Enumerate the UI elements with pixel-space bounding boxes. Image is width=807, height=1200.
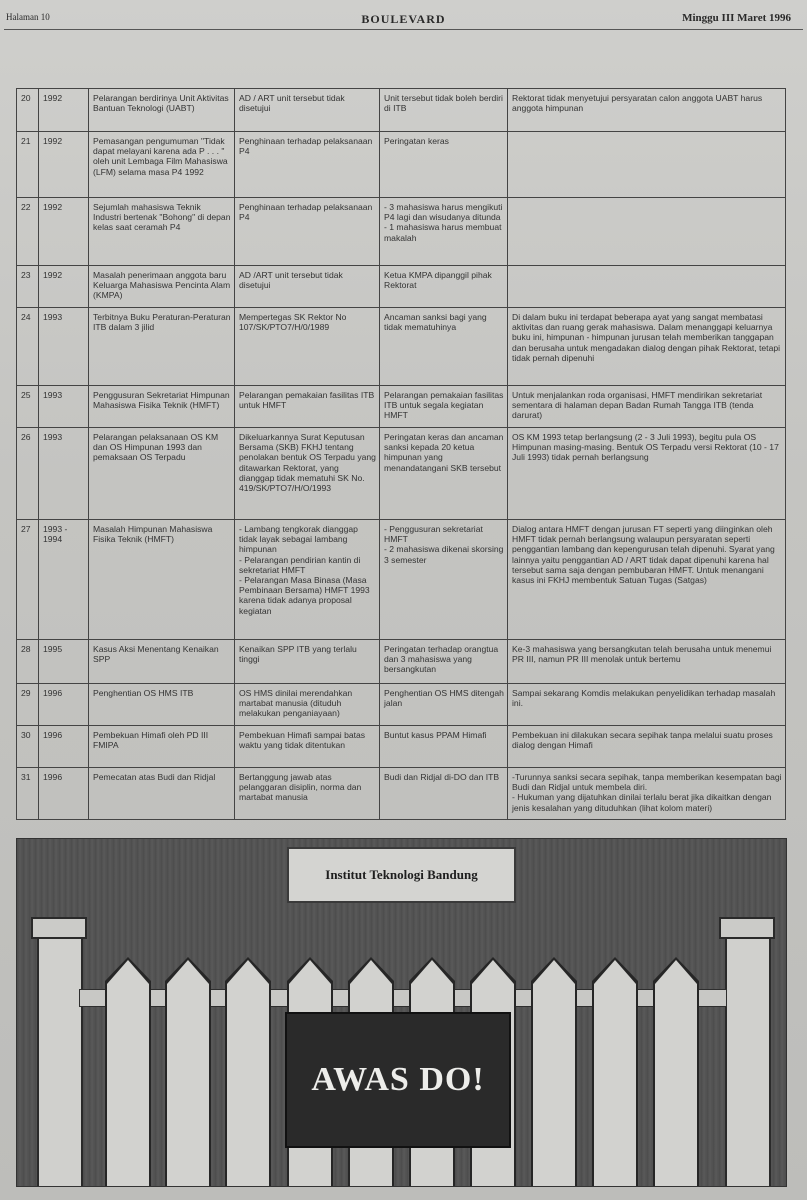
- row-event: Masalah penerimaan anggota baru Keluarga Mahasiswa Pencinta Alam (KMPA): [89, 266, 235, 308]
- table-row: [17, 428, 786, 520]
- row-note: [508, 198, 786, 266]
- fence-picket: [655, 960, 697, 1187]
- table-row: [17, 89, 786, 132]
- row-year: 1992: [39, 89, 89, 132]
- fence-picket: [533, 960, 575, 1187]
- row-note: Dialog antara HMFT dengan jurusan FT seperti yang diinginkan oleh HMFT tidak pernah berlangsung walaupun persyaratan seperti penggantian lambang dan kepengurusan telah dipenuhi. Syarat yang lainnya yaitu penggantian AD / ART tidak dapat dipenuhi karena hal tersebut sama saja dengan pembubaran HMFT. Untuk menangani kasus ini FKHJ membentuk Satuan Tugas (Satgas): [508, 520, 786, 640]
- row-sanction: Peringatan keras dan ancaman sanksi kepada 20 ketua himpunan yang menandatangani SKB tersebut: [380, 428, 508, 520]
- row-event: Pembekuan Himafi oleh PD III FMIPA: [89, 726, 235, 768]
- publication-title: BOULEVARD: [361, 12, 446, 26]
- poster-illustration: [16, 838, 787, 1187]
- row-year: 1993 - 1994: [39, 520, 89, 640]
- issue-date: Minggu III Maret 1996: [682, 12, 791, 24]
- row-cause: - Lambang tengkorak dianggap tidak layak sebagai lambang himpunan - Pelarangan pendirian kantin di sekretariat HMFT - Pelarangan Masa Binasa (Masa Pembinaan Bersama) HMFT 1993 karena tidak adanya proposal kegiatan: [235, 520, 380, 640]
- table-row: [17, 726, 786, 768]
- row-sanction: Peringatan keras: [380, 132, 508, 198]
- row-event: Masalah Himpunan Mahasiswa Fisika Teknik (HMFT): [89, 520, 235, 640]
- row-note: [508, 266, 786, 308]
- row-cause: Mempertegas SK Rektor No 107/SK/PTO7/H/0/1989: [235, 308, 380, 386]
- row-cause: Bertanggung jawab atas pelanggaran disiplin, norma dan martabat manusia: [235, 768, 380, 820]
- row-number: 31: [17, 768, 39, 820]
- table-row: [17, 132, 786, 198]
- row-event: Pemecatan atas Budi dan Ridjal: [89, 768, 235, 820]
- row-event: Sejumlah mahasiswa Teknik Industri bertenak "Bohong" di depan kelas saat ceramah P4: [89, 198, 235, 266]
- row-note: Ke-3 mahasiswa yang bersangkutan telah berusaha untuk menemui PR III, namun PR III menolak untuk bertemu: [508, 640, 786, 684]
- row-number: 28: [17, 640, 39, 684]
- cases-table: [16, 88, 786, 820]
- row-year: 1993: [39, 308, 89, 386]
- warning-board: AWAS DO!: [285, 1012, 511, 1148]
- row-event: Penggusuran Sekretariat Himpunan Mahasiswa Fisika Teknik (HMFT): [89, 386, 235, 428]
- row-note: [508, 132, 786, 198]
- row-sanction: Budi dan Ridjal di-DO dan ITB: [380, 768, 508, 820]
- row-number: 27: [17, 520, 39, 640]
- row-number: 22: [17, 198, 39, 266]
- row-year: 1996: [39, 768, 89, 820]
- table-row: [17, 520, 786, 640]
- row-event: Kasus Aksi Menentang Kenaikan SPP: [89, 640, 235, 684]
- row-cause: Penghinaan terhadap pelaksanaan P4: [235, 198, 380, 266]
- row-sanction: Penghentian OS HMS ditengah jalan: [380, 684, 508, 726]
- left-post-cap: [31, 917, 87, 939]
- row-number: 25: [17, 386, 39, 428]
- row-note: Pembekuan ini dilakukan secara sepihak tanpa melalui suatu proses dialog dengan Himafi: [508, 726, 786, 768]
- row-year: 1992: [39, 198, 89, 266]
- right-gate-post: [725, 935, 771, 1187]
- row-cause: Dikeluarkannya Surat Keputusan Bersama (SKB) FKHJ tentang penolakan bentuk OS Terpadu yang ditawarkan Rektorat, yang dianggap tidak mematuhi SK No. 419/SK/PTO7/H/O/1993: [235, 428, 380, 520]
- row-cause: Penghinaan terhadap pelaksanaan P4: [235, 132, 380, 198]
- row-number: 21: [17, 132, 39, 198]
- fence-picket: [227, 960, 269, 1187]
- page-number: Halaman 10: [6, 12, 50, 22]
- row-sanction: - Penggusuran sekretariat HMFT - 2 mahasiswa dikenai skorsing 3 semester: [380, 520, 508, 640]
- row-note: -Turunnya sanksi secara sepihak, tanpa memberikan kesempatan bagi Budi dan Ridjal untuk membela diri. - Hukuman yang dijatuhkan dinilai terlalu berat jika dikaitkan dengan jenis kesalahan yang dituduhkan (lihat kolom materi): [508, 768, 786, 820]
- row-number: 29: [17, 684, 39, 726]
- institution-sign: Institut Teknologi Bandung: [287, 847, 516, 903]
- row-cause: AD / ART unit tersebut tidak disetujui: [235, 89, 380, 132]
- table-row: [17, 266, 786, 308]
- row-number: 30: [17, 726, 39, 768]
- row-year: 1993: [39, 386, 89, 428]
- row-event: Terbitnya Buku Peraturan-Peraturan ITB dalam 3 jilid: [89, 308, 235, 386]
- fence-picket: [107, 960, 149, 1187]
- row-year: 1995: [39, 640, 89, 684]
- row-note: Di dalam buku ini terdapat beberapa ayat yang sangat membatasi aktivitas dan ruang gerak mahasiswa. Dalam menanggapi keluarnya buku ini, himpunan - himpunan jurusan telah memberikan tanggapan dan berusaha untuk mengadakan dialog dengan pihak Rektorat, tetapi tidak pernah dipenuhi: [508, 308, 786, 386]
- table-row: [17, 640, 786, 684]
- row-number: 26: [17, 428, 39, 520]
- row-event: Penghentian OS HMS ITB: [89, 684, 235, 726]
- row-sanction: Peringatan terhadap orangtua dan 3 mahasiswa yang bersangkutan: [380, 640, 508, 684]
- left-gate-post: [37, 935, 83, 1187]
- row-year: 1992: [39, 132, 89, 198]
- row-event: Pelarangan pelaksanaan OS KM dan OS Himpunan 1993 dan pemaksaan OS Terpadu: [89, 428, 235, 520]
- table-row: [17, 386, 786, 428]
- header-rule: [4, 29, 803, 30]
- row-sanction: Ketua KMPA dipanggil pihak Rektorat: [380, 266, 508, 308]
- row-note: OS KM 1993 tetap berlangsung (2 - 3 Juli 1993), begitu pula OS Himpunan masing-masing. Bentuk OS Terpadu versi Rektorat (10 - 17 Juli 1993) tidak pernah berlangsung: [508, 428, 786, 520]
- table-row: [17, 198, 786, 266]
- row-cause: Kenaikan SPP ITB yang terlalu tinggi: [235, 640, 380, 684]
- table-row: [17, 308, 786, 386]
- row-event: Pelarangan berdirinya Unit Aktivitas Bantuan Teknologi (UABT): [89, 89, 235, 132]
- row-cause: Pembekuan Himafi sampai batas waktu yang tidak ditentukan: [235, 726, 380, 768]
- row-year: 1992: [39, 266, 89, 308]
- row-sanction: Pelarangan pemakaian fasilitas ITB untuk segala kegiatan HMFT: [380, 386, 508, 428]
- row-number: 24: [17, 308, 39, 386]
- row-sanction: - 3 mahasiswa harus mengikuti P4 lagi dan wisudanya ditunda - 1 mahasiswa harus membuat makalah: [380, 198, 508, 266]
- fence-picket: [167, 960, 209, 1187]
- row-cause: AD /ART unit tersebut tidak disetujui: [235, 266, 380, 308]
- row-cause: Pelarangan pemakaian fasilitas ITB untuk HMFT: [235, 386, 380, 428]
- table-row: [17, 684, 786, 726]
- row-sanction: Buntut kasus PPAM Himafi: [380, 726, 508, 768]
- row-sanction: Ancaman sanksi bagi yang tidak mematuhinya: [380, 308, 508, 386]
- row-note: Rektorat tidak menyetujui persyaratan calon anggota UABT harus anggota himpunan: [508, 89, 786, 132]
- row-number: 23: [17, 266, 39, 308]
- row-number: 20: [17, 89, 39, 132]
- row-year: 1996: [39, 684, 89, 726]
- table-row: [17, 768, 786, 820]
- row-cause: OS HMS dinilai merendahkan martabat manusia (dituduh melakukan penganiayaan): [235, 684, 380, 726]
- row-year: 1996: [39, 726, 89, 768]
- right-post-cap: [719, 917, 775, 939]
- row-note: Sampai sekarang Komdis melakukan penyelidikan terhadap masalah ini.: [508, 684, 786, 726]
- row-event: Pemasangan pengumuman "Tidak dapat melayani karena ada P . . . " oleh unit Lembaga Film Mahasiswa (LFM) selama masa P4 1992: [89, 132, 235, 198]
- row-sanction: Unit tersebut tidak boleh berdiri di ITB: [380, 89, 508, 132]
- row-note: Untuk menjalankan roda organisasi, HMFT mendirikan sekretariat sementara di halaman depan Badan Rumah Tangga ITB (tenda darurat): [508, 386, 786, 428]
- cases-table-body: [17, 89, 786, 820]
- row-year: 1993: [39, 428, 89, 520]
- fence-picket: [594, 960, 636, 1187]
